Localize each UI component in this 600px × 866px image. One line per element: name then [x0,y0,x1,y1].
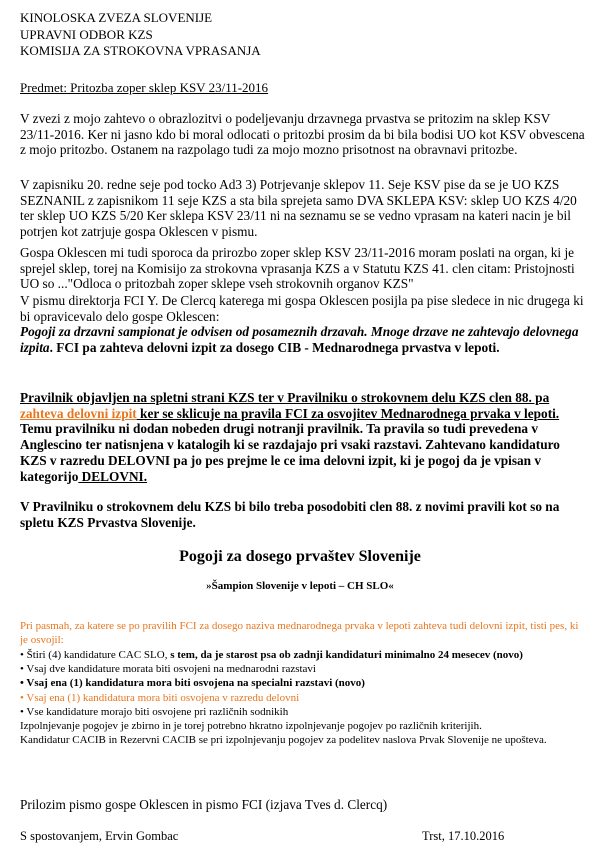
subject-line: Predmet: Pritozba zoper sklep KSV 23/11-2016 [20,80,269,95]
header-line-2: UPRAVNI ODBOR KZS [20,26,153,42]
paragraph-1: V zvezi z mojo zahtevo o obrazlozitvi o podeljevanju drzavnega prvastva se pritozim na sklep KSV 23/11-2016. Ker ni jasno kdo bi moral odlocati o pritozbi prosim da bi bila bodisi UO kot KSV obvescena z mojo pritozbo. Ostanem na razpolago tudi za mojo mozno prisotnost na obravnavi pritozbe. [20,111,585,158]
paragraph-3: Gospa Oklescen mi tudi sporoca da prirozbo zoper sklep KSV 23/11-2016 moram poslati na organ, ki je sprejel sklep, torej na Komisijo za strokovna vprasanja KZS a v Statutu KZS 41. clen citam: Pristojnosti UO so ..."Odloca o pritozbah zoper sklepe vseh strokovnih organov KZS" [20,245,575,292]
rule-item: • Vse kandidature morajo biti osvojene pri različnih sodnikih [20,705,289,718]
header-line-1: KINOLOSKA ZVEZA SLOVENIJE [20,10,213,25]
paragraph-7: V Pravilniku o strokovnem delu KZS bi bilo treba posodobiti clen 88. z novimi pravili kot so na spletu KZS Prvastva Slovenije. [20,499,560,530]
header-line-3: KOMISIJA ZA STROKOVNA VPRASANJA [20,43,261,58]
rules-note: Kandidatur CACIB in Rezervni CACIB se pri izpolnjevanju pogojev za podelitev naslova Prvak Slovenije ne upošteva. [20,734,547,747]
paragraph-2: V zapisniku 20. redne seje pod tocko Ad3 3) Potrjevanje sklepov 11. Seje KSV pise da se je UO KZS SEZNANIL z zapisnikom 11 seje KZS a sta bila sprejeta samo DVA SKLEPA KSV: sklep UO KZS 4/20 ter sklep UO KZS 5/20 Ker sklepa KSV 23/11 ni na seznamu se se vedno vprasam na kateri nacin je bil potrjen kot zatrjuje gospa Oklescen v pismu. [20,177,577,240]
letter-header [20,10,585,60]
paragraph-6 [20,390,585,484]
rule-item: • Vsaj ena (1) kandidatura mora biti osvojena na specialni razstavi (novo) [20,677,365,690]
rules-note: Izpolnjevanje pogojev je zbirno in je torej potrebno hkratno izpolnjevanje pogojev po različnih kriterijih. [20,720,482,733]
rule-item-bold: s tem, da je starost psa ob zadnji kandidaturi minimalno 24 mesecev (novo) [170,649,523,661]
rules-intro: Pri pasmah, za katere se po pravilih FCI za dosego naziva mednarodnega prvaka v lepoti zahteva tudi delovni izpit, tisti pes, ki je osvojil: [20,620,579,647]
signature: S spostovanjem, Ervin Gombac [20,829,179,843]
place-date: Trst, 17.10.2016 [422,829,505,843]
category-delovni: DELOVNI. [78,468,148,484]
rule-explanation: Temu pravilniku ni dodan nobeden drugi notranji pravilnik. Ta pravila so tudi prevedena v Anglescino ter natisnjena v katalogih ki se razdajajo pri vsaki razstavi. Zahtevano kandidaturo KZS v razredu DELOVNI pa jo pes prejme le ce ima delovni izpit, ki je pogoj da je vpisan v kategorijo [20,421,560,484]
attachment-note: Prilozim pismo gospe Oklescen in pismo FCI (izjava Tves d. Clercq) [20,797,388,812]
fci-quote-rest: . FCI pa zahteva delovni izpit za dosego CIB - Mednarodnega prvastva v lepoti. [49,339,500,355]
fci-quote: Pogoji za drzavni sampionat je odvisen od posameznih drzavah. Mnoge drzave ne zahtevajo delovnega izpita [20,324,579,355]
rule-item: • Štiri (4) kandidature CAC SLO, s tem, da je starost psa ob zadnji kandidaturi minimalno 24 mesecev (novo) [20,649,523,661]
rules-subtitle: »Šampion Slovenije v lepoti – CH SLO« [206,580,394,592]
rule-reference: Pravilnik objavljen na spletni strani KZS ter v Pravilniku o strokovnem delu KZS clen 88. pa [20,390,550,405]
paragraph-5 [20,324,585,355]
rule-item: • Vsaj dve kandidature morata biti osvojeni na mednarodni razstavi [20,663,316,676]
rules-list [20,648,585,747]
rules-title: Pogoji za dosego prvaštev Slovenije [179,548,421,565]
rule-reference-cont: ker se sklicuje na pravila FCI za osvojitev Mednarodnega prvaka v lepoti. [136,405,560,421]
rule-item: • Vsaj ena (1) kandidatura mora biti osvojena v razredu delovni [20,691,300,704]
work-exam-link[interactable]: zahteva delovni izpit [20,405,137,421]
paragraph-4: V pismu direktorja FCI Y. De Clercq katerega mi gospa Oklescen posijla pa pise sledece in nic drugega ki bi opravicevalo delo gospe Oklescen: [20,293,584,324]
